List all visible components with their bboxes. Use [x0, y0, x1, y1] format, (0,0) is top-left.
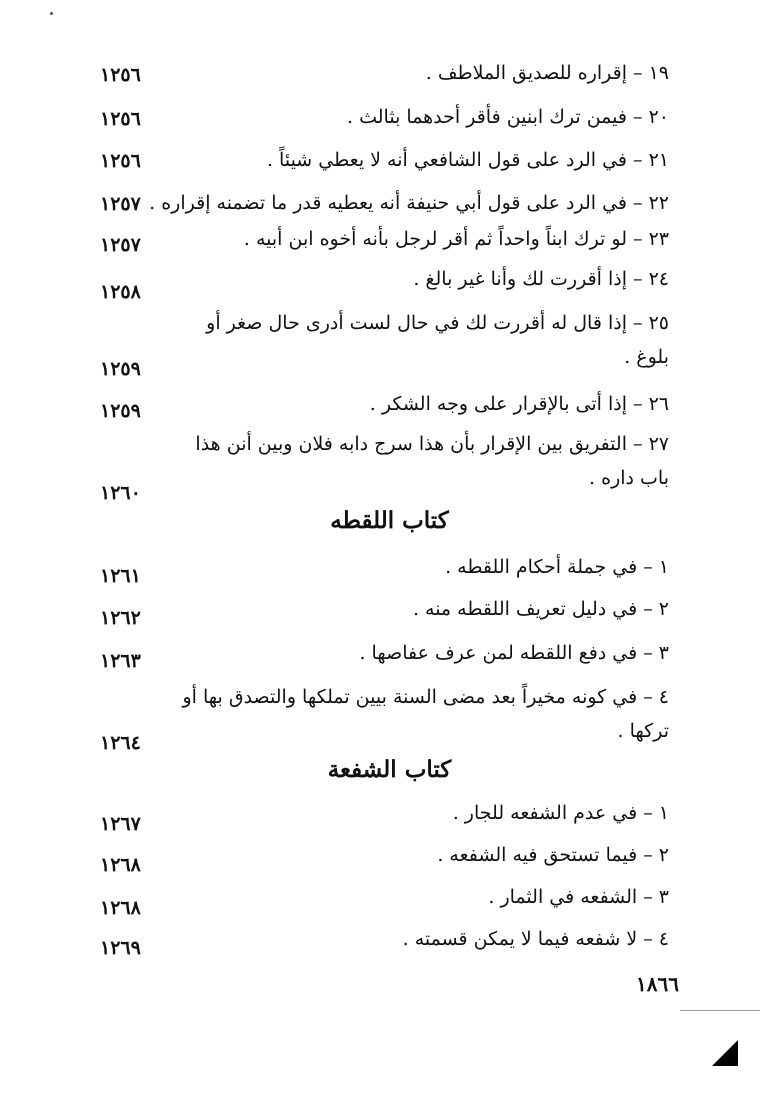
toc-entry-26: ٢٦ – إذا أتى بالإقرار على وجه الشكر . [369, 393, 669, 415]
shufa-entry-3: ٣ – الشفعه في الثمار . [488, 886, 669, 908]
scan-speck [50, 12, 53, 15]
shufa-entry-4: ٤ – لا شفعه فيما لا يمكن قسمته . [402, 928, 669, 950]
toc-page-26: ١٢٥٩ [100, 400, 141, 422]
toc-entry-27: ٢٧ – التفريق بين الإقرار بأن هذا سرج دابه فلان وبين أنن هذا باب داره . [195, 433, 669, 489]
luqata-entry-3: ٣ – في دفع اللقطه لمن عرف عفاصها . [359, 642, 669, 664]
toc-page-25: ١٢٥٩ [100, 358, 141, 380]
toc-entry-22: ٢٢ – في الرد على قول أبي حنيفة أنه يعطيه قدر ما تضمنه إقراره . [149, 192, 669, 214]
toc-page-19: ١٢٥٦ [100, 64, 141, 86]
toc-entry-20: ٢٠ – فيمن ترك ابنين فأقر أحدهما بثالث . [347, 106, 669, 128]
luqata-entry-4: ٤ – في كونه مخيراً بعد مضى السنة بيين تملكها والتصدق بها أو تركها . [182, 686, 669, 742]
toc-entry-24: ٢٤ – إذا أقررت لك وأنا غير بالغ . [413, 268, 669, 290]
toc-page-24: ١٢٥٨ [100, 281, 141, 303]
luqata-page-4: ١٢٦٤ [100, 732, 141, 754]
shufa-page-3: ١٢٦٨ [100, 897, 141, 919]
shufa-entry-1: ١ – في عدم الشفعه للجار . [452, 802, 669, 824]
toc-page-20: ١٢٥٦ [100, 108, 141, 130]
toc-entry-19: ١٩ – إقراره للصديق الملاطف . [425, 62, 669, 84]
toc-page-22: ١٢٥٧ [100, 193, 141, 215]
luqata-page-3: ١٢٦٣ [100, 650, 141, 672]
toc-page-27: ١٢٦٠ [100, 482, 141, 504]
luqata-entry-2: ٢ – في دليل تعريف اللقطه منه . [412, 598, 669, 620]
shufa-entry-2: ٢ – فيما تستحق فيه الشفعه . [437, 844, 669, 866]
page-number: ١٨٦٦ [636, 972, 679, 996]
shufa-page-4: ١٢٦٩ [100, 937, 141, 959]
footer-rule [680, 1010, 760, 1011]
corner-triangle-mark [712, 1040, 738, 1066]
shufa-page-1: ١٢٦٧ [100, 813, 141, 835]
toc-entry-23: ٢٣ – لو ترك ابناً واحداً ثم أقر لرجل بأنه أخوه ابن أبيه . [243, 228, 669, 250]
toc-entry-21: ٢١ – في الرد على قول الشافعي أنه لا يعطي شيئاً . [266, 149, 669, 171]
toc-page-23: ١٢٥٧ [100, 234, 141, 256]
toc-entry-25: ٢٥ – إذا قال له أقررت لك في حال لست أدرى حال صغر أو بلوغ . [206, 312, 669, 368]
luqata-page-1: ١٢٦١ [100, 565, 141, 587]
section-title-shufa: كتاب الشفعة [327, 756, 452, 783]
luqata-entry-1: ١ – في جملة أحكام اللقطه . [445, 556, 669, 578]
luqata-page-2: ١٢٦٢ [100, 607, 141, 629]
section-title-luqata: كتاب اللقطه [330, 507, 449, 534]
shufa-page-2: ١٢٦٨ [100, 854, 141, 876]
toc-page-21: ١٢٥٦ [100, 150, 141, 172]
